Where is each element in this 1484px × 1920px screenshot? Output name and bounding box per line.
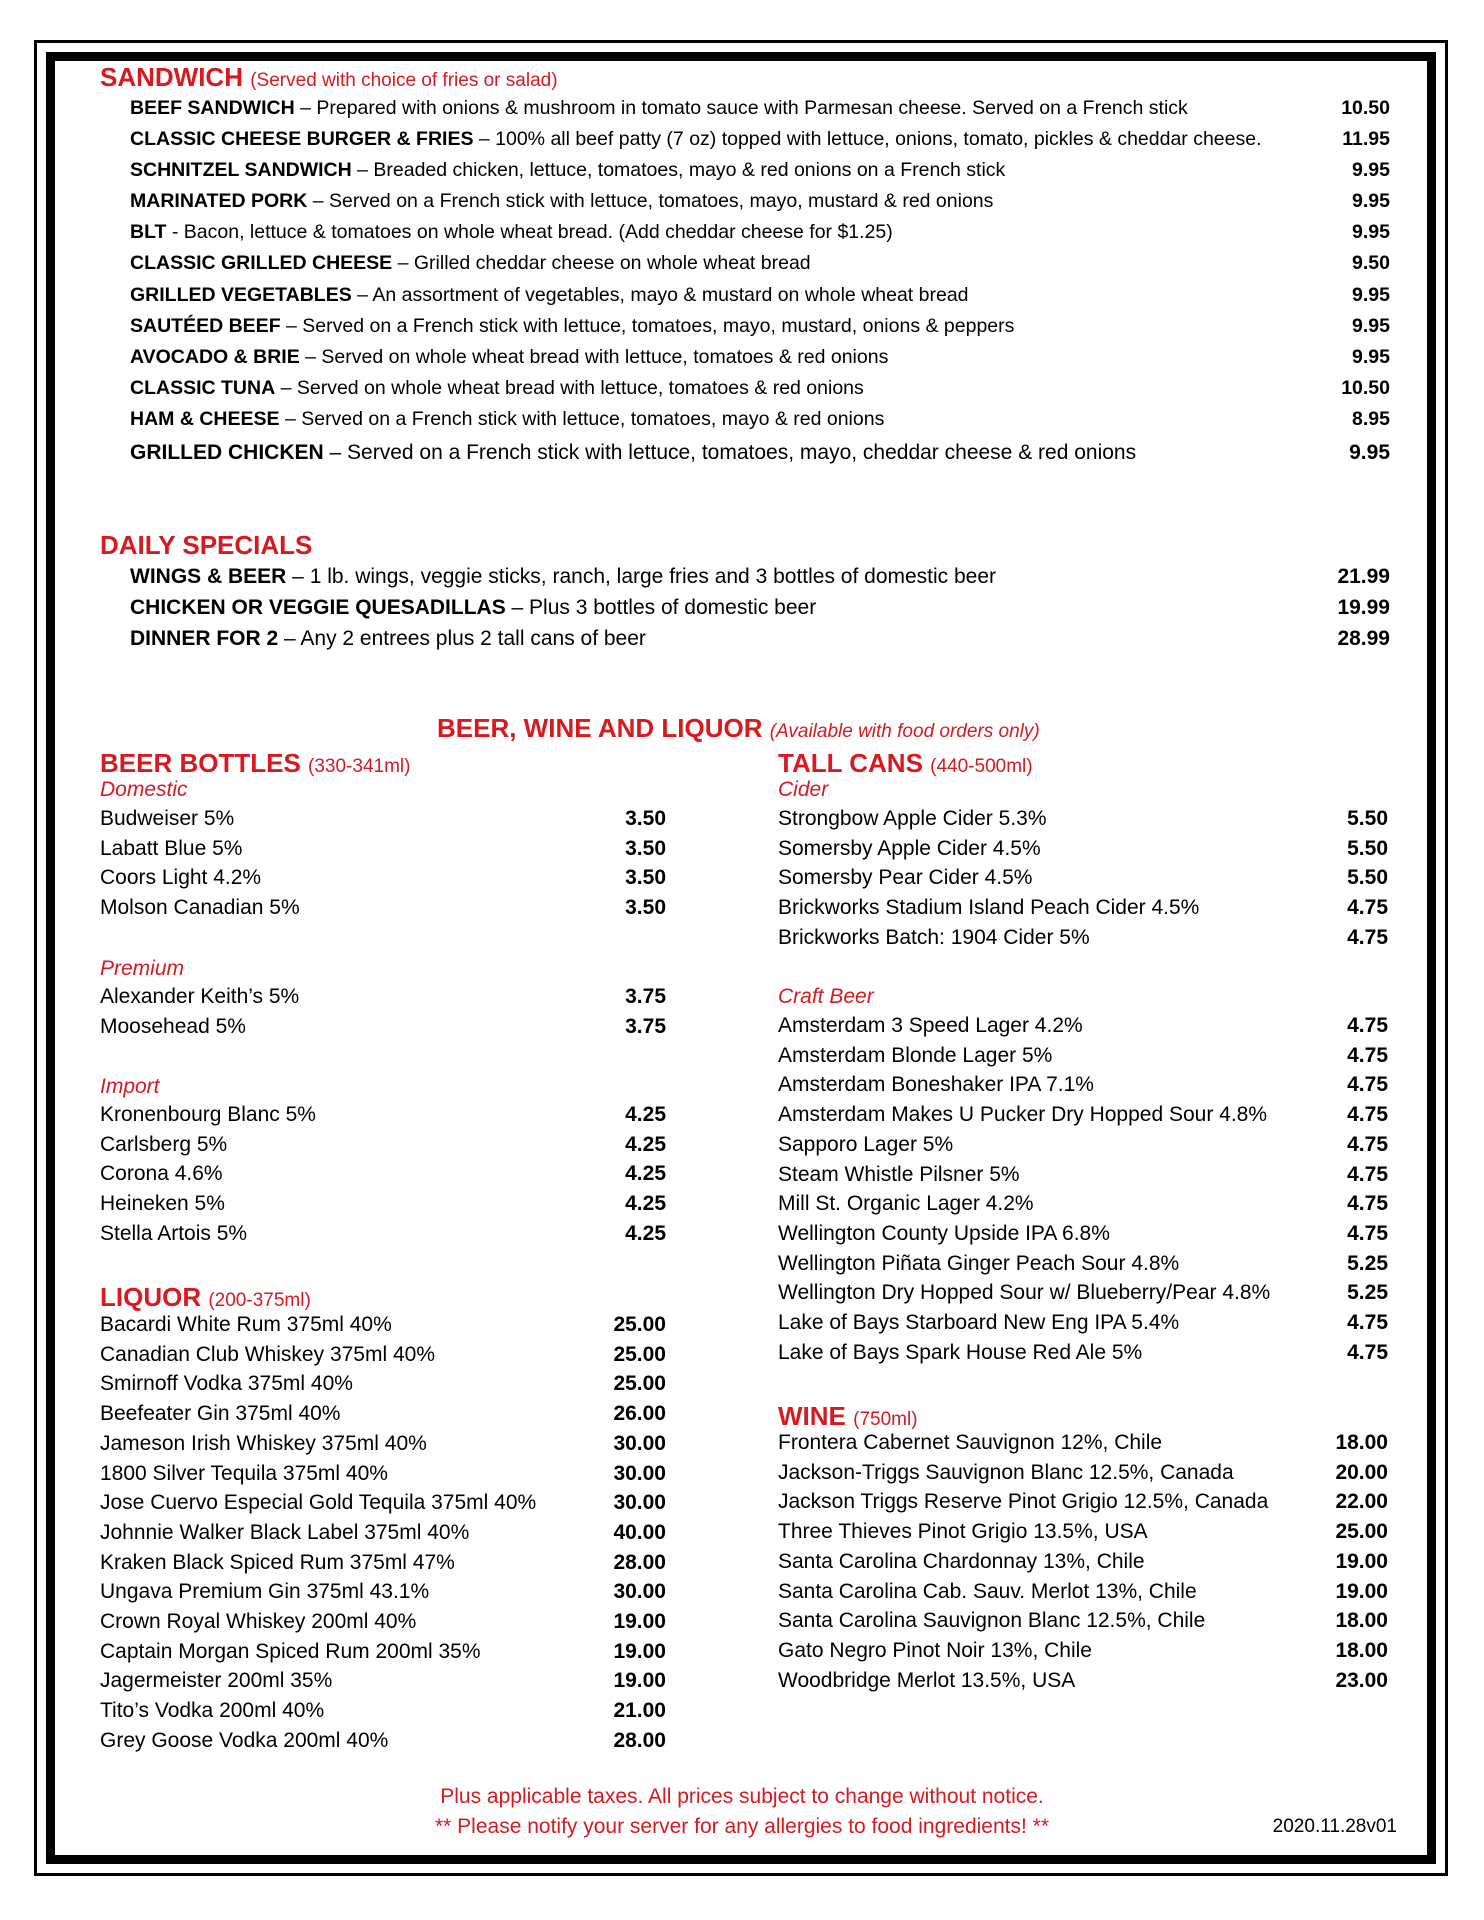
domestic-beer-row	[100, 866, 666, 894]
drink-name: Tito’s Vodka 200ml 40%	[100, 1699, 325, 1723]
drink-price: 4.75	[1347, 1103, 1388, 1127]
drink-name: Budweiser 5%	[100, 807, 235, 830]
drink-name: Sapporo Lager 5%	[778, 1132, 954, 1156]
bwl-note: (Available with food orders only)	[769, 721, 1040, 742]
craft-beer-subheading: Craft Beer	[778, 985, 874, 1008]
drink-name: Amsterdam Boneshaker IPA 7.1%	[778, 1073, 1094, 1097]
beer-bottles-title: BEER BOTTLES	[100, 748, 301, 778]
drink-price: 4.75	[1347, 1192, 1388, 1216]
craft-beer-row	[778, 1341, 1388, 1369]
drink-price: 25.00	[613, 1313, 666, 1336]
wine-row	[778, 1431, 1388, 1459]
item-name: DINNER FOR 2	[130, 627, 279, 650]
drink-price: 5.25	[1347, 1281, 1388, 1305]
specials-heading	[100, 530, 312, 561]
import-beer-row	[100, 1162, 666, 1190]
cider-row	[778, 866, 1388, 894]
liquor-row	[100, 1669, 666, 1697]
item-description: – Prepared with onions & mushroom in tomato sauce with Parmesan cheese. Served on a French stick	[294, 97, 1188, 119]
cider-row	[778, 807, 1388, 835]
drink-name: Jameson Irish Whiskey 375ml 40%	[100, 1431, 427, 1455]
drink-price: 19.00	[613, 1639, 666, 1663]
liquor-title: LIQUOR	[100, 1282, 202, 1312]
drink-price: 3.75	[625, 1014, 666, 1038]
craft-beer-row	[778, 1103, 1388, 1131]
drink-name: Smirnoff Vodka 375ml 40%	[100, 1372, 353, 1396]
craft-beer-row	[778, 1252, 1388, 1280]
drink-name: Kronenbourg Blanc 5%	[100, 1103, 316, 1126]
item-description: – Grilled cheddar cheese on whole wheat bread	[392, 252, 811, 274]
item-price: 21.99	[1337, 565, 1390, 588]
liquor-note: (200-375ml)	[208, 1290, 311, 1311]
import-beer-row	[100, 1192, 666, 1220]
drink-name: Molson Canadian 5%	[100, 896, 300, 920]
allergy-notice: ** Please notify your server for any allergies to food ingredients! **	[435, 1815, 1049, 1838]
drink-name: Lake of Bays Starboard New Eng IPA 5.4%	[778, 1311, 1180, 1334]
cider-row	[778, 926, 1388, 954]
drink-name: Lake of Bays Spark House Red Ale 5%	[778, 1340, 1143, 1364]
liquor-row	[100, 1343, 666, 1371]
domestic-beer-row	[100, 896, 666, 924]
import-beer-row	[100, 1133, 666, 1161]
drink-name: Captain Morgan Spiced Rum 200ml 35%	[100, 1639, 481, 1663]
liquor-row	[100, 1313, 666, 1341]
craft-beer-row	[778, 1222, 1388, 1250]
drink-price: 19.00	[1335, 1549, 1388, 1573]
drink-name: Heineken 5%	[100, 1192, 225, 1216]
liquor-row	[100, 1610, 666, 1638]
drink-name: Wellington Dry Hopped Sour w/ Blueberry/Pear 4.8%	[778, 1281, 1271, 1305]
item-description: – 1 lb. wings, veggie sticks, ranch, large fries and 3 bottles of domestic beer	[286, 565, 997, 588]
item-description: – Served on a French stick with lettuce, tomatoes, mayo & red onions	[279, 408, 885, 430]
drink-price: 19.00	[613, 1669, 666, 1693]
item-name: AVOCADO & BRIE	[130, 346, 300, 368]
drink-name: Somersby Pear Cider 4.5%	[778, 866, 1033, 890]
liquor-row	[100, 1372, 666, 1400]
drink-price: 5.25	[1347, 1251, 1388, 1275]
liquor-row	[100, 1640, 666, 1668]
craft-beer-row	[778, 1311, 1388, 1339]
drink-name: Bacardi White Rum 375ml 40%	[100, 1313, 392, 1336]
item-name: CHICKEN OR VEGGIE QUESADILLAS	[130, 596, 506, 619]
drink-name: Alexander Keith’s 5%	[100, 985, 300, 1008]
craft-beer-row	[778, 1192, 1388, 1220]
item-price: 19.99	[1337, 596, 1390, 619]
drink-price: 23.00	[1335, 1668, 1388, 1692]
wine-note: (750ml)	[853, 1409, 918, 1430]
drink-name: Jose Cuervo Especial Gold Tequila 375ml 40%	[100, 1491, 537, 1515]
liquor-heading	[100, 1282, 311, 1313]
drink-name: Stella Artois 5%	[100, 1221, 248, 1245]
drink-price: 4.75	[1347, 896, 1388, 920]
drink-name: Mill St. Organic Lager 4.2%	[778, 1192, 1034, 1216]
sandwich-note: (Served with choice of fries or salad)	[250, 70, 558, 91]
drink-price: 28.00	[613, 1550, 666, 1574]
item-description: – Any 2 entrees plus 2 tall cans of beer	[278, 627, 646, 650]
sandwich-item	[130, 97, 1390, 125]
specials-item	[130, 627, 1390, 655]
craft-beer-row	[778, 1163, 1388, 1191]
drink-name: Santa Carolina Sauvignon Blanc 12.5%, Chile	[778, 1609, 1206, 1633]
drink-name: Labatt Blue 5%	[100, 836, 243, 860]
wine-title: WINE	[778, 1401, 846, 1431]
drink-name: Woodbridge Merlot 13.5%, USA	[778, 1668, 1076, 1692]
drink-price: 26.00	[613, 1402, 666, 1426]
sandwich-item	[130, 128, 1390, 156]
item-price: 9.95	[1352, 159, 1390, 181]
wine-row	[778, 1609, 1388, 1637]
drink-name: Corona 4.6%	[100, 1162, 223, 1186]
liquor-row	[100, 1462, 666, 1490]
tall-cans-heading	[778, 748, 1033, 779]
drink-price: 40.00	[613, 1520, 666, 1544]
drink-price: 3.75	[625, 985, 666, 1008]
drink-price: 20.00	[1335, 1460, 1388, 1484]
item-description: – Served on whole wheat bread with lettuce, tomatoes & red onions	[275, 377, 864, 399]
item-price: 28.99	[1337, 627, 1390, 650]
domestic-beer-row	[100, 807, 666, 835]
drink-name: Carlsberg 5%	[100, 1132, 228, 1156]
liquor-row	[100, 1729, 666, 1757]
drink-name: Gato Negro Pinot Noir 13%, Chile	[778, 1638, 1092, 1662]
sandwich-heading	[100, 62, 558, 93]
liquor-row	[100, 1551, 666, 1579]
drink-price: 30.00	[613, 1580, 666, 1604]
item-description: – Served on a French stick with lettuce, tomatoes, mayo, cheddar cheese & red onions	[323, 441, 1137, 464]
drink-price: 4.75	[1347, 1162, 1388, 1186]
wine-row	[778, 1550, 1388, 1578]
drink-price: 3.50	[625, 866, 666, 890]
sandwich-item	[130, 284, 1390, 312]
wine-row	[778, 1490, 1388, 1518]
wine-row	[778, 1639, 1388, 1667]
drink-name: Amsterdam Makes U Pucker Dry Hopped Sour 4.8%	[778, 1103, 1268, 1127]
sandwich-item	[130, 377, 1390, 405]
bwl-title: BEER, WINE AND LIQUOR	[437, 713, 763, 743]
wine-heading	[778, 1401, 918, 1432]
drink-name: Wellington County Upside IPA 6.8%	[778, 1221, 1110, 1245]
cider-row	[778, 896, 1388, 924]
drink-name: Coors Light 4.2%	[100, 866, 262, 890]
premium-subheading: Premium	[100, 957, 185, 980]
drink-name: 1800 Silver Tequila 375ml 40%	[100, 1461, 388, 1485]
item-name: HAM & CHEESE	[130, 408, 280, 430]
drink-name: Canadian Club Whiskey 375ml 40%	[100, 1342, 436, 1366]
sandwich-item	[130, 190, 1390, 218]
tax-notice: Plus applicable taxes. All prices subject to change without notice.	[440, 1785, 1044, 1808]
drink-price: 30.00	[613, 1461, 666, 1485]
drink-name: Jackson-Triggs Sauvignon Blanc 12.5%, Canada	[778, 1460, 1234, 1484]
item-price: 10.50	[1341, 97, 1390, 119]
item-price: 11.95	[1342, 128, 1390, 150]
drink-name: Santa Carolina Cab. Sauv. Merlot 13%, Chile	[778, 1579, 1197, 1603]
drink-name: Crown Royal Whiskey 200ml 40%	[100, 1610, 417, 1633]
craft-beer-row	[778, 1133, 1388, 1161]
specials-item	[130, 596, 1390, 624]
specials-item	[130, 565, 1390, 593]
drink-price: 4.75	[1347, 925, 1388, 949]
drink-price: 19.00	[1335, 1579, 1388, 1603]
cider-row	[778, 837, 1388, 865]
craft-beer-row	[778, 1014, 1388, 1042]
tall-cans-note: (440-500ml)	[930, 756, 1033, 777]
item-price: 9.50	[1352, 252, 1390, 274]
drink-name: Amsterdam 3 Speed Lager 4.2%	[778, 1014, 1083, 1037]
drink-price: 5.50	[1347, 836, 1388, 860]
import-subheading: Import	[100, 1075, 160, 1098]
sandwich-item	[130, 346, 1390, 374]
drink-name: Frontera Cabernet Sauvignon 12%, Chile	[778, 1431, 1163, 1454]
liquor-row	[100, 1521, 666, 1549]
drink-name: Jagermeister 200ml 35%	[100, 1669, 333, 1693]
item-name: WINGS & BEER	[130, 565, 287, 588]
item-name: MARINATED PORK	[130, 190, 308, 212]
item-price: 9.95	[1352, 315, 1390, 337]
drink-price: 25.00	[613, 1342, 666, 1366]
drink-price: 4.25	[625, 1132, 666, 1156]
wine-row	[778, 1580, 1388, 1608]
drink-name: Three Thieves Pinot Grigio 13.5%, USA	[778, 1520, 1148, 1544]
drink-price: 18.00	[1335, 1638, 1388, 1662]
bwl-heading	[437, 713, 1040, 744]
item-description: – Served on a French stick with lettuce, tomatoes, mayo, mustard, onions & peppers	[280, 315, 1015, 337]
wine-row	[778, 1669, 1388, 1697]
drink-name: Wellington Piñata Ginger Peach Sour 4.8%	[778, 1251, 1180, 1275]
item-description: – Served on a French stick with lettuce, tomatoes, mayo, mustard & red onions	[307, 190, 994, 212]
sandwich-item	[130, 408, 1390, 436]
liquor-row	[100, 1402, 666, 1430]
drink-name: Moosehead 5%	[100, 1014, 246, 1038]
item-description: – Breaded chicken, lettuce, tomatoes, mayo & red onions on a French stick	[351, 159, 1006, 181]
item-name: CLASSIC CHEESE BURGER & FRIES	[130, 128, 474, 150]
import-beer-row	[100, 1103, 666, 1131]
premium-beer-row	[100, 1015, 666, 1043]
drink-price: 3.50	[625, 836, 666, 860]
drink-name: Jackson Triggs Reserve Pinot Grigio 12.5%, Canada	[778, 1490, 1269, 1514]
item-price: 9.95	[1352, 284, 1390, 306]
liquor-row	[100, 1699, 666, 1727]
domestic-beer-row	[100, 837, 666, 865]
import-beer-row	[100, 1222, 666, 1250]
item-description: – Plus 3 bottles of domestic beer	[505, 596, 817, 619]
item-name: BEEF SANDWICH	[130, 97, 295, 119]
drink-price: 4.25	[625, 1192, 666, 1216]
drink-price: 4.75	[1347, 1340, 1388, 1364]
item-price: 9.95	[1352, 221, 1390, 243]
beer-bottles-note: (330-341ml)	[308, 756, 411, 777]
sandwich-item	[130, 159, 1390, 187]
drink-price: 30.00	[613, 1431, 666, 1455]
drink-price: 19.00	[613, 1610, 666, 1633]
drink-price: 4.75	[1347, 1073, 1388, 1097]
sandwich-item	[130, 315, 1390, 343]
liquor-row	[100, 1432, 666, 1460]
domestic-subheading: Domestic	[100, 778, 188, 801]
drink-name: Ungava Premium Gin 375ml 43.1%	[100, 1580, 430, 1604]
item-price: 9.95	[1352, 346, 1390, 368]
item-price: 8.95	[1352, 408, 1390, 430]
drink-price: 22.00	[1335, 1490, 1388, 1514]
item-name: CLASSIC GRILLED CHEESE	[130, 252, 393, 274]
drink-name: Beefeater Gin 375ml 40%	[100, 1402, 341, 1426]
drink-price: 18.00	[1335, 1431, 1388, 1454]
drink-price: 4.25	[625, 1162, 666, 1186]
drink-name: Grey Goose Vodka 200ml 40%	[100, 1728, 389, 1752]
drink-name: Johnnie Walker Black Label 375ml 40%	[100, 1520, 470, 1544]
drink-price: 18.00	[1335, 1609, 1388, 1633]
drink-price: 4.75	[1347, 1043, 1388, 1067]
drink-price: 30.00	[613, 1491, 666, 1515]
item-price: 10.50	[1341, 377, 1390, 399]
drink-name: Somersby Apple Cider 4.5%	[778, 836, 1041, 860]
item-name: SCHNITZEL SANDWICH	[130, 159, 352, 181]
sandwich-item	[130, 221, 1390, 249]
drink-price: 25.00	[613, 1372, 666, 1396]
drink-price: 21.00	[613, 1699, 666, 1723]
item-description: - Bacon, lettuce & tomatoes on whole wheat bread. (Add cheddar cheese for $1.25)	[166, 221, 893, 243]
drink-price: 5.50	[1347, 807, 1388, 830]
drink-price: 28.00	[613, 1728, 666, 1752]
wine-row	[778, 1461, 1388, 1489]
craft-beer-row	[778, 1073, 1388, 1101]
item-name: CLASSIC TUNA	[130, 377, 276, 399]
drink-price: 4.25	[625, 1221, 666, 1245]
drink-name: Santa Carolina Chardonnay 13%, Chile	[778, 1549, 1145, 1573]
item-price: 9.95	[1349, 441, 1390, 464]
item-price: 9.95	[1352, 190, 1390, 212]
drink-price: 4.25	[625, 1103, 666, 1126]
drink-name: Steam Whistle Pilsner 5%	[778, 1162, 1020, 1186]
craft-beer-row	[778, 1044, 1388, 1072]
wine-row	[778, 1520, 1388, 1548]
item-name: BLT	[130, 221, 167, 243]
sandwich-item	[130, 441, 1390, 469]
sandwich-title: SANDWICH	[100, 62, 243, 92]
drink-price: 4.75	[1347, 1311, 1388, 1334]
premium-beer-row	[100, 985, 666, 1013]
item-description: – An assortment of vegetables, mayo & mustard on whole wheat bread	[351, 284, 969, 306]
liquor-row	[100, 1491, 666, 1519]
item-description: – Served on whole wheat bread with lettuce, tomatoes & red onions	[299, 346, 889, 368]
drink-price: 3.50	[625, 807, 666, 830]
drink-price: 5.50	[1347, 866, 1388, 890]
craft-beer-row	[778, 1281, 1388, 1309]
drink-name: Amsterdam Blonde Lager 5%	[778, 1043, 1053, 1067]
drink-price: 4.75	[1347, 1221, 1388, 1245]
drink-name: Kraken Black Spiced Rum 375ml 47%	[100, 1550, 455, 1574]
drink-name: Brickworks Stadium Island Peach Cider 4.5%	[778, 896, 1200, 920]
drink-name: Strongbow Apple Cider 5.3%	[778, 807, 1047, 830]
item-name: GRILLED VEGETABLES	[130, 284, 352, 306]
drink-name: Brickworks Batch: 1904 Cider 5%	[778, 925, 1090, 949]
cider-subheading: Cider	[778, 778, 829, 801]
specials-title: DAILY SPECIALS	[100, 530, 313, 560]
beer-bottles-heading	[100, 748, 410, 779]
item-name: SAUTÉED BEEF	[130, 315, 281, 337]
item-name: GRILLED CHICKEN	[130, 441, 324, 464]
version-label: 2020.11.28v01	[1272, 1816, 1397, 1837]
liquor-row	[100, 1580, 666, 1608]
item-description: – 100% all beef patty (7 oz) topped with lettuce, onions, tomato, pickles & cheddar cheese.	[473, 128, 1262, 150]
drink-price: 25.00	[1335, 1520, 1388, 1544]
drink-price: 3.50	[625, 896, 666, 920]
sandwich-item	[130, 252, 1390, 280]
drink-price: 4.75	[1347, 1014, 1388, 1037]
drink-price: 4.75	[1347, 1132, 1388, 1156]
tall-cans-title: TALL CANS	[778, 748, 923, 778]
